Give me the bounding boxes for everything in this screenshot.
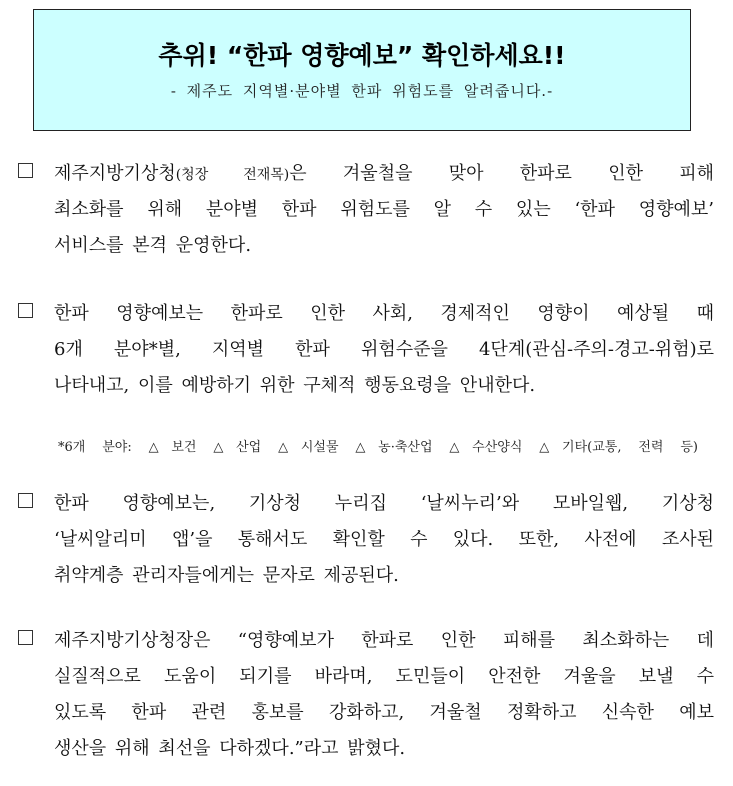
paragraph-line: 제주지방기상청장은 “영향예보가 한파로 인한 피해를 최소화하는 데 bbox=[54, 630, 714, 651]
paragraph-2 bbox=[18, 296, 714, 404]
paragraph-line: 있도록 한파 관련 홍보를 강화하고, 겨울철 정확하고 신속한 예보 bbox=[54, 702, 714, 723]
checkbox-bullet-icon bbox=[18, 493, 33, 508]
checkbox-bullet-icon bbox=[18, 630, 33, 645]
page-title: 추위! “한파 영향예보” 확인하세요!! bbox=[158, 41, 566, 70]
footnote: *6개 분야: △보건 △산업 △시설물 △농·축산업 △수산양식 △기타(교통, 전력 등) bbox=[58, 440, 698, 455]
paragraph-line: ‘날씨알리미 앱’을 통해서도 확인할 수 있다. 또한, 사전에 조사된 bbox=[54, 529, 714, 550]
paragraph-line: 나타내고, 이를 예방하기 위한 구체적 행동요령을 안내한다. bbox=[54, 375, 536, 396]
paragraph-line: 생산을 위해 최선을 다하겠다.”라고 밝혔다. bbox=[54, 738, 406, 759]
paragraph-line: 6개 분야*별, 지역별 한파 위험수준을 4단계(관심-주의-경고-위험)로 bbox=[54, 339, 714, 360]
title-box bbox=[33, 9, 691, 131]
page-subtitle: - 제주도 지역별·분야별 한파 위험도를 알려줍니다.- bbox=[170, 82, 554, 100]
paragraph-line: 한파 영향예보는, 기상청 누리집 ‘날씨누리’와 모바일웹, 기상청 bbox=[54, 493, 714, 514]
paragraph-line: 취약계층 관리자들에게는 문자로 제공된다. bbox=[54, 565, 399, 586]
paragraph-line: 서비스를 본격 운영한다. bbox=[54, 235, 252, 256]
paragraph-4 bbox=[18, 623, 714, 767]
checkbox-bullet-icon bbox=[18, 163, 33, 178]
checkbox-bullet-icon bbox=[18, 303, 33, 318]
paragraph-3 bbox=[18, 486, 714, 594]
paragraph-1 bbox=[18, 156, 714, 264]
paragraph-line: 한파 영향예보는 한파로 인한 사회, 경제적인 영향이 예상될 때 bbox=[54, 303, 714, 324]
paragraph-line: 실질적으로 도움이 되기를 바라며, 도민들이 안전한 겨울을 보낼 수 bbox=[54, 666, 714, 687]
paragraph-line: 제주지방기상청(청장 전재목)은 겨울철을 맞아 한파로 인한 피해 bbox=[54, 163, 714, 184]
paragraph-line: 최소화를 위해 분야별 한파 위험도를 알 수 있는 ‘한파 영향예보’ bbox=[54, 199, 714, 220]
